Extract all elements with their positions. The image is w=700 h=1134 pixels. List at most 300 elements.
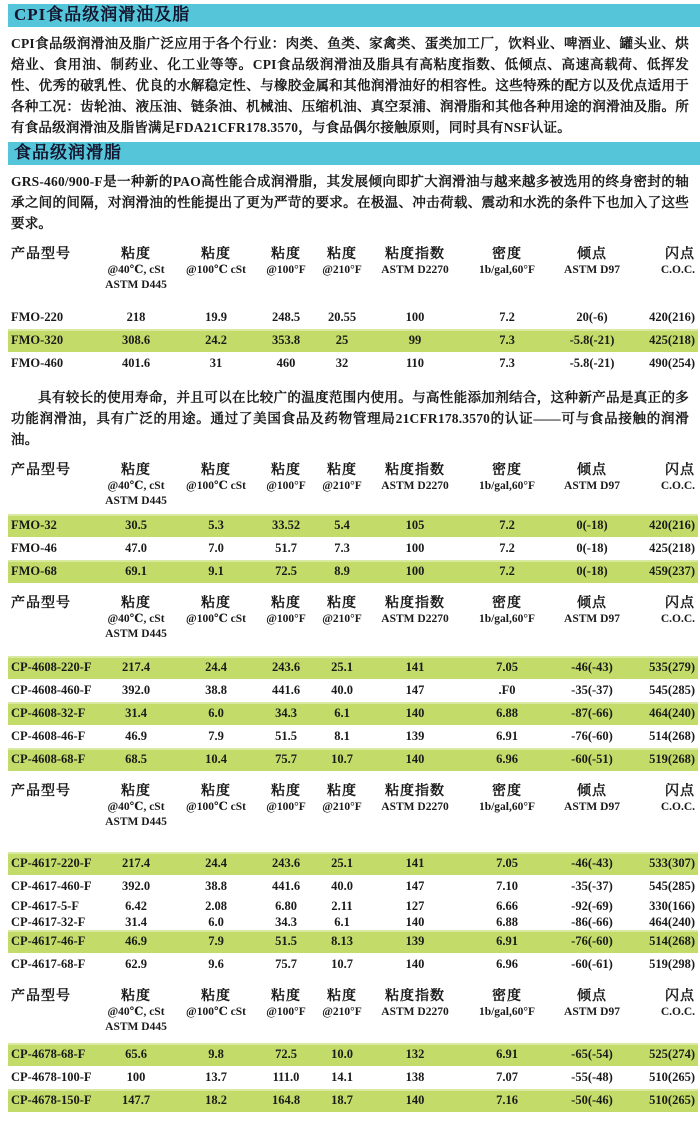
column-header-title: 产品型号: [11, 596, 71, 611]
column-header-title: 粘度: [121, 784, 151, 799]
value-cell: 141: [405, 856, 425, 870]
intro-paragraph: CPI食品级润滑油及脂广泛应用于各个行业：肉类、鱼类、家禽类、蛋类加工厂，饮料业、啤酒业、罐头业、烘焙业、食用油、制药业、化工业等等。CPI食品级润滑油及脂具有高粘度指数、低倾点、高速高载荷、低挥发性、优秀的破乳性、优良的水解稳定性、与橡胶金属和其他润滑油好的相容性。这些特殊的配方以及优点适用于各种工况：齿轮油、液压油、链条油、机械油、压缩机油、真空泵浦、润滑脂和其他各种用途的润滑油及脂。所有食品级润滑油及脂皆满足FDA21CFR178.3570，与食品偶尔接触原则，同时具有NSF认证。: [11, 36, 689, 135]
value-cell: 243.6: [271, 856, 301, 870]
header-row: [8, 595, 698, 656]
column-header-title: 闪点: [665, 596, 695, 611]
column-header-title: 粘度指数: [385, 784, 445, 799]
section-title: 食品级润滑脂: [14, 143, 122, 162]
value-cell: 18.2: [205, 1093, 227, 1107]
value-cell: 40.0: [331, 879, 353, 893]
column-header-subtitle: ASTM D445: [105, 495, 167, 507]
value-cell: 6.91: [496, 729, 518, 743]
value-cell: 514(268): [649, 729, 695, 743]
section-banner-food-grade-grease: [8, 142, 700, 165]
column-header-title: 粘度: [327, 247, 357, 262]
value-cell: 392.0: [121, 683, 151, 697]
value-cell: 392.0: [121, 879, 151, 893]
value-cell: -46(-43): [571, 660, 613, 674]
fmo-heavy-table: [8, 246, 698, 375]
value-cell: 111.0: [272, 1070, 300, 1084]
value-cell: 510(265): [649, 1093, 695, 1107]
column-header: [365, 988, 465, 1043]
column-header-subtitle: @100°F: [266, 264, 306, 276]
product-name-cell: FMO-220: [11, 310, 64, 324]
value-cell: 140: [405, 1093, 425, 1107]
column-header: [635, 783, 698, 852]
value-cell: 72.5: [275, 1047, 297, 1061]
value-cell: 6.88: [496, 915, 518, 929]
product-name-cell: CP-4608-32-F: [11, 706, 86, 720]
column-header-title: 粘度: [201, 463, 231, 478]
column-header-subtitle: 1b/gal,60°F: [478, 801, 536, 813]
value-cell: -35(-37): [571, 683, 613, 697]
column-header: [8, 988, 93, 1043]
value-cell: 6.91: [496, 1047, 518, 1061]
product-name-cell: CP-4617-5-F: [11, 899, 80, 913]
value-cell: 6.96: [496, 752, 518, 766]
product-row: [8, 537, 698, 560]
value-cell: 330(166): [649, 899, 695, 913]
column-header-title: 粘度: [271, 463, 301, 478]
column-header-subtitle: 1b/gal,60°F: [478, 264, 536, 276]
value-cell: 8.13: [331, 934, 353, 948]
value-cell: 75.7: [275, 752, 297, 766]
column-header-subtitle: @100℃ cSt: [186, 264, 246, 276]
value-cell: 460: [276, 356, 296, 370]
column-header: [635, 462, 698, 514]
column-header: [253, 783, 319, 852]
column-header-subtitle: @100℃ cSt: [186, 1006, 246, 1018]
column-header: [8, 595, 93, 656]
value-cell: 7.2: [499, 564, 515, 578]
value-cell: 353.8: [271, 333, 301, 347]
column-header-title: 产品型号: [11, 989, 71, 1004]
column-header-subtitle: 1b/gal,60°F: [478, 480, 536, 492]
section-banner-food-grade-oil: [8, 4, 700, 27]
column-header-subtitle: ASTM D2270: [381, 613, 449, 625]
value-cell: 72.5: [275, 564, 297, 578]
value-cell: 100: [126, 1070, 146, 1084]
datasheet-page: [0, 4, 700, 1112]
value-cell: 20(-6): [576, 310, 608, 324]
fmo-light-table: [8, 462, 698, 583]
column-header-subtitle: @40℃, cSt: [107, 480, 165, 492]
column-header: [465, 783, 549, 852]
column-header-subtitle: @100°F: [266, 613, 306, 625]
value-cell: -60(-61): [571, 957, 613, 971]
value-cell: 5.3: [208, 518, 224, 532]
product-row: [8, 914, 698, 930]
value-cell: 24.2: [205, 333, 227, 347]
column-header-subtitle: ASTM D445: [105, 816, 167, 828]
product-row: [8, 898, 698, 914]
column-header: [549, 246, 635, 306]
value-cell: 7.10: [496, 879, 518, 893]
value-cell: 9.1: [208, 564, 224, 578]
product-row: [8, 352, 698, 375]
value-cell: -5.8(-21): [569, 333, 615, 347]
column-header-title: 倾点: [577, 596, 607, 611]
value-cell: 6.1: [334, 706, 350, 720]
column-header: [465, 988, 549, 1043]
column-header-subtitle: C.O.C.: [660, 613, 695, 625]
column-header-title: 粘度指数: [385, 596, 445, 611]
column-header-subtitle: 1b/gal,60°F: [478, 1006, 536, 1018]
column-header-title: 粘度: [327, 989, 357, 1004]
product-name-cell: CP-4678-150-F: [11, 1093, 92, 1107]
value-cell: 24.4: [205, 660, 227, 674]
value-cell: 6.0: [208, 706, 224, 720]
column-header-title: 闪点: [665, 247, 695, 262]
product-name-cell: FMO-320: [11, 333, 64, 347]
column-header: [8, 246, 93, 306]
column-header-subtitle: C.O.C.: [660, 801, 695, 813]
value-cell: 6.80: [275, 899, 297, 913]
product-name-cell: CP-4678-100-F: [11, 1070, 92, 1084]
column-header: [8, 783, 93, 852]
value-cell: -35(-37): [571, 879, 613, 893]
value-cell: 100: [405, 541, 425, 555]
value-cell: 47.0: [125, 541, 147, 555]
value-cell: 69.1: [125, 564, 147, 578]
column-header-title: 粘度: [327, 784, 357, 799]
column-header-title: 密度: [492, 989, 522, 1004]
product-row: [8, 852, 698, 875]
product-row: [8, 1089, 698, 1112]
value-cell: 8.1: [334, 729, 350, 743]
column-header-subtitle: ASTM D445: [105, 628, 167, 640]
column-header: [179, 783, 253, 852]
product-name-cell: CP-4608-46-F: [11, 729, 86, 743]
column-header-title: 粘度: [201, 989, 231, 1004]
value-cell: 10.7: [331, 957, 353, 971]
value-cell: 32: [335, 356, 349, 370]
column-header-subtitle: ASTM D445: [105, 1021, 167, 1033]
value-cell: 19.9: [205, 310, 227, 324]
product-name-cell: CP-4617-68-F: [11, 957, 86, 971]
value-cell: 9.8: [208, 1047, 224, 1061]
column-header-title: 密度: [492, 784, 522, 799]
value-cell: 535(279): [649, 660, 695, 674]
column-header-subtitle: @100°F: [266, 801, 306, 813]
value-cell: 459(237): [649, 564, 695, 578]
column-header: [93, 783, 179, 852]
product-name-cell: CP-4608-460-F: [11, 683, 92, 697]
value-cell: 248.5: [271, 310, 301, 324]
cp-4617-table: [8, 783, 698, 976]
value-cell: 401.6: [121, 356, 151, 370]
value-cell: 7.3: [499, 333, 515, 347]
value-cell: 7.07: [496, 1070, 518, 1084]
column-header-subtitle: @100°F: [266, 480, 306, 492]
value-cell: 38.8: [205, 879, 227, 893]
column-header-subtitle: @210°F: [322, 480, 362, 492]
value-cell: 10.0: [331, 1047, 353, 1061]
column-header-title: 粘度: [327, 596, 357, 611]
column-header: [549, 595, 635, 656]
column-header-title: 粘度: [121, 463, 151, 478]
column-header-title: 粘度: [201, 247, 231, 262]
fmo-note-paragraph: 具有较长的使用寿命，并且可以在比较广的温度范围内使用。与高性能添加剂结合，这种新产品是真正的多功能润滑油，具有广泛的用途。通过了美国食品及药物管理局21CFR178.3570的认证——可与食品接触的润滑油。: [11, 390, 689, 447]
column-header-title: 密度: [492, 463, 522, 478]
product-row: [8, 725, 698, 748]
column-header-title: 粘度指数: [385, 463, 445, 478]
product-name-cell: FMO-460: [11, 356, 64, 370]
value-cell: 25: [335, 333, 349, 347]
value-cell: 140: [405, 706, 425, 720]
column-header-subtitle: @40℃, cSt: [107, 1006, 165, 1018]
value-cell: 308.6: [121, 333, 151, 347]
product-row: [8, 748, 698, 771]
value-cell: 164.8: [271, 1093, 301, 1107]
value-cell: 490(254): [649, 356, 695, 370]
column-header-subtitle: C.O.C.: [660, 264, 695, 276]
value-cell: 20.55: [327, 310, 357, 324]
column-header-title: 倾点: [577, 247, 607, 262]
value-cell: 510(265): [649, 1070, 695, 1084]
column-header-subtitle: ASTM D97: [564, 613, 620, 625]
column-header: [253, 462, 319, 514]
value-cell: 420(216): [649, 518, 695, 532]
value-cell: 105: [405, 518, 425, 532]
value-cell: 68.5: [125, 752, 147, 766]
product-name-cell: CP-4608-220-F: [11, 660, 92, 674]
value-cell: 10.4: [205, 752, 227, 766]
value-cell: 34.3: [275, 706, 297, 720]
value-cell: 0(-18): [576, 564, 608, 578]
value-cell: 147: [405, 879, 425, 893]
product-row: [8, 1066, 698, 1089]
value-cell: -5.8(-21): [569, 356, 615, 370]
section-title: CPI食品级润滑油及脂: [14, 5, 191, 24]
value-cell: -87(-66): [571, 706, 613, 720]
cp-4678-table: [8, 988, 698, 1112]
column-header: [93, 462, 179, 514]
value-cell: 7.2: [499, 541, 515, 555]
column-header: [179, 246, 253, 306]
value-cell: 7.16: [496, 1093, 518, 1107]
product-row: [8, 679, 698, 702]
value-cell: 425(218): [649, 333, 695, 347]
product-row: [8, 953, 698, 976]
product-row: [8, 306, 698, 329]
value-cell: 51.7: [275, 541, 297, 555]
column-header-title: 粘度: [201, 596, 231, 611]
value-cell: 6.66: [496, 899, 518, 913]
value-cell: -92(-69): [571, 899, 613, 913]
value-cell: 441.6: [271, 683, 301, 697]
value-cell: 62.9: [125, 957, 147, 971]
value-cell: 218: [126, 310, 146, 324]
column-header-subtitle: ASTM D2270: [381, 801, 449, 813]
value-cell: 7.0: [208, 541, 224, 555]
value-cell: 99: [408, 333, 422, 347]
column-header-title: 粘度指数: [385, 247, 445, 262]
value-cell: -76(-60): [571, 934, 613, 948]
value-cell: 30.5: [125, 518, 147, 532]
product-row: [8, 560, 698, 583]
value-cell: 420(216): [649, 310, 695, 324]
value-cell: 40.0: [331, 683, 353, 697]
value-cell: 100: [405, 564, 425, 578]
value-cell: 514(268): [649, 934, 695, 948]
value-cell: -60(-51): [571, 752, 613, 766]
value-cell: -76(-60): [571, 729, 613, 743]
value-cell: 464(240): [649, 915, 695, 929]
product-name-cell: CP-4617-220-F: [11, 856, 92, 870]
column-header-subtitle: C.O.C.: [660, 1006, 695, 1018]
column-header: [319, 246, 365, 306]
column-header-title: 密度: [492, 247, 522, 262]
column-header-subtitle: ASTM D97: [564, 480, 620, 492]
column-header: [179, 462, 253, 514]
value-cell: 533(307): [649, 856, 695, 870]
product-row: [8, 1043, 698, 1066]
column-header: [319, 595, 365, 656]
value-cell: 147: [405, 683, 425, 697]
column-header-title: 闪点: [665, 989, 695, 1004]
product-name-cell: FMO-46: [11, 541, 57, 555]
value-cell: 525(274): [649, 1047, 695, 1061]
column-header: [635, 595, 698, 656]
value-cell: -50(-46): [571, 1093, 613, 1107]
column-header: [319, 988, 365, 1043]
value-cell: -86(-66): [571, 915, 613, 929]
column-header-subtitle: @40℃, cSt: [107, 264, 165, 276]
column-header: [8, 462, 93, 514]
value-cell: 18.7: [331, 1093, 353, 1107]
value-cell: 75.7: [275, 957, 297, 971]
column-header-subtitle: @210°F: [322, 613, 362, 625]
column-header-title: 倾点: [577, 784, 607, 799]
column-header-subtitle: @100℃ cSt: [186, 480, 246, 492]
column-header-title: 倾点: [577, 463, 607, 478]
column-header-title: 产品型号: [11, 784, 71, 799]
product-name-cell: CP-4678-68-F: [11, 1047, 86, 1061]
value-cell: 7.3: [499, 356, 515, 370]
column-header: [635, 246, 698, 306]
value-cell: 140: [405, 752, 425, 766]
column-header: [319, 783, 365, 852]
value-cell: 2.11: [331, 899, 353, 913]
column-header-title: 密度: [492, 596, 522, 611]
column-header-title: 闪点: [665, 784, 695, 799]
value-cell: 2.08: [205, 899, 227, 913]
column-header: [93, 246, 179, 306]
value-cell: 519(298): [649, 957, 695, 971]
product-row: [8, 656, 698, 679]
value-cell: 7.05: [496, 660, 518, 674]
product-row: [8, 514, 698, 537]
product-row: [8, 702, 698, 725]
column-header: [465, 246, 549, 306]
value-cell: 7.9: [208, 934, 224, 948]
column-header-title: 粘度: [121, 989, 151, 1004]
value-cell: 6.91: [496, 934, 518, 948]
value-cell: 140: [405, 957, 425, 971]
value-cell: 140: [405, 915, 425, 929]
value-cell: 9.6: [208, 957, 224, 971]
value-cell: 100: [405, 310, 425, 324]
column-header: [549, 462, 635, 514]
value-cell: 24.4: [205, 856, 227, 870]
value-cell: 31.4: [125, 915, 147, 929]
value-cell: 33.52: [271, 518, 301, 532]
column-header: [365, 783, 465, 852]
value-cell: .F0: [498, 683, 516, 697]
value-cell: 7.2: [499, 310, 515, 324]
column-header-title: 粘度: [327, 463, 357, 478]
product-name-cell: CP-4608-68-F: [11, 752, 86, 766]
value-cell: 51.5: [275, 934, 297, 948]
column-header: [319, 462, 365, 514]
product-name-cell: FMO-68: [11, 564, 57, 578]
value-cell: 14.1: [331, 1070, 353, 1084]
column-header: [549, 783, 635, 852]
column-header-title: 产品型号: [11, 463, 71, 478]
column-header-subtitle: C.O.C.: [660, 480, 695, 492]
column-header: [465, 595, 549, 656]
value-cell: 6.1: [334, 915, 350, 929]
column-header-subtitle: ASTM D2270: [381, 264, 449, 276]
value-cell: -55(-48): [571, 1070, 613, 1084]
value-cell: 25.1: [331, 856, 353, 870]
column-header-title: 倾点: [577, 989, 607, 1004]
value-cell: 38.8: [205, 683, 227, 697]
value-cell: 0(-18): [576, 518, 608, 532]
column-header: [93, 988, 179, 1043]
value-cell: 34.3: [275, 915, 297, 929]
header-row: [8, 783, 698, 852]
value-cell: 464(240): [649, 706, 695, 720]
column-header: [179, 595, 253, 656]
value-cell: 110: [405, 356, 425, 370]
value-cell: 8.9: [334, 564, 350, 578]
value-cell: 147.7: [121, 1093, 151, 1107]
value-cell: 139: [405, 729, 425, 743]
value-cell: 7.9: [208, 729, 224, 743]
value-cell: 138: [405, 1070, 425, 1084]
column-header: [365, 246, 465, 306]
value-cell: 31: [209, 356, 223, 370]
column-header-subtitle: @210°F: [322, 1006, 362, 1018]
product-name-cell: CP-4617-32-F: [11, 915, 86, 929]
value-cell: 7.3: [334, 541, 350, 555]
value-cell: 65.6: [125, 1047, 147, 1061]
column-header-title: 粘度: [121, 247, 151, 262]
value-cell: 127: [405, 899, 425, 913]
value-cell: 441.6: [271, 879, 301, 893]
value-cell: -46(-43): [571, 856, 613, 870]
header-row: [8, 246, 698, 306]
column-header: [93, 595, 179, 656]
value-cell: 10.7: [331, 752, 353, 766]
value-cell: 51.5: [275, 729, 297, 743]
column-header-subtitle: @100°F: [266, 1006, 306, 1018]
value-cell: 5.4: [334, 518, 350, 532]
column-header-subtitle: @210°F: [322, 264, 362, 276]
cp-4608-table: [8, 595, 698, 771]
value-cell: 141: [405, 660, 425, 674]
column-header-title: 粘度指数: [385, 989, 445, 1004]
value-cell: 545(285): [649, 879, 695, 893]
value-cell: 6.88: [496, 706, 518, 720]
column-header: [253, 595, 319, 656]
grease-paragraph: GRS-460/900-F是一种新的PAO高性能合成润滑脂，其发展倾向即扩大润滑油与越来越多被选用的终身密封的轴承之间的间隔，对润滑油的性能提出了更为严苛的要求。在极温、冲击荷载、震动和水洗的条件下也加入了这些要求。: [11, 174, 689, 231]
value-cell: 139: [405, 934, 425, 948]
value-cell: 46.9: [125, 934, 147, 948]
header-row: [8, 462, 698, 514]
